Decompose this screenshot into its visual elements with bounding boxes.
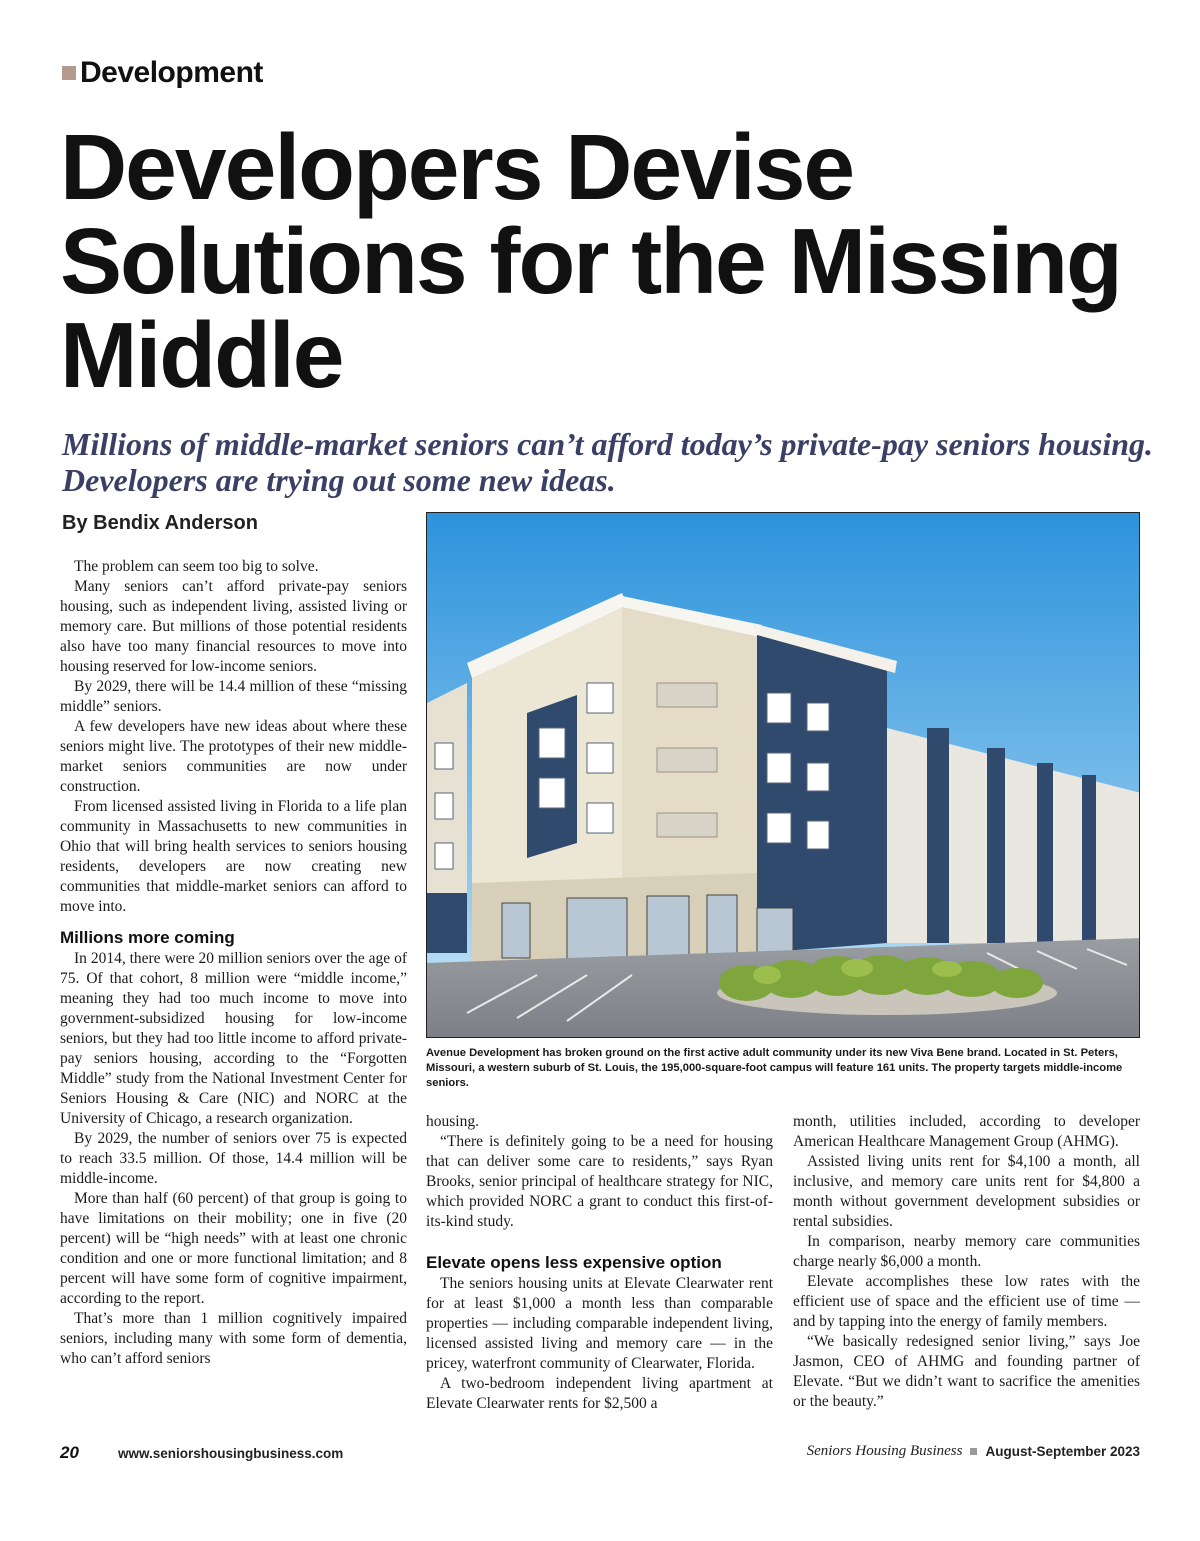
paragraph: By 2029, the number of seniors over 75 is expected to reach 33.5 million. Of those, 14.4 million will be middle-income. <box>60 1130 407 1187</box>
section-square-icon <box>62 66 76 80</box>
article-deck: Millions of middle-market seniors can’t afford today’s private-pay seniors housing. Developers are trying out some new ideas. <box>62 426 1153 498</box>
paragraph: By 2029, there will be 14.4 million of these “missing middle” seniors. <box>60 678 407 715</box>
paragraph: The seniors housing units at Elevate Clearwater rent for at least $1,000 a month less than comparable properties — including comparable independent living, licensed assisted living and memory care — in the pricey, waterfront community of Clearwater, Florida. <box>426 1275 773 1372</box>
footer-publication <box>807 1443 1140 1460</box>
subheading-millions-more-coming: Millions more coming <box>60 928 235 947</box>
paragraph: From licensed assisted living in Florida to a life plan community in Massachusetts to new communities in Ohio that will bring health services to seniors housing residents, developers are now creating new communities that middle-market seniors can afford to move into. <box>60 798 407 915</box>
separator-square-icon <box>970 1448 977 1455</box>
paragraph: That’s more than 1 million cognitively impaired seniors, including many with some form of dementia, who can’t afford seniors <box>60 1310 407 1367</box>
article-column-1 <box>60 557 407 1369</box>
paragraph: The problem can seem too big to solve. <box>74 558 319 575</box>
page-number: 20 <box>60 1443 79 1462</box>
magazine-name: Seniors Housing Business <box>806 1443 963 1459</box>
paragraph: Many seniors can’t afford private-pay seniors housing, such as independent living, assisted living or memory care. But millions of those potential residents also have too many financial resources to move into housing reserved for low-income seniors. <box>60 578 407 675</box>
paragraph: More than half (60 percent) of that group is going to have limitations on their mobility; one in five (20 percent) will be “high needs” with at least one chronic condition and one or more functional limitation; and 8 percent will have some form of cognitive impairment, according to the report. <box>60 1190 407 1307</box>
article-headline: Developers Devise Solutions for the Missing Middle <box>60 115 1121 407</box>
building-rendering-photo <box>426 512 1140 1038</box>
section-title: Development <box>80 56 263 89</box>
paragraph: A two-bedroom independent living apartment at Elevate Clearwater rents for $2,500 a <box>426 1375 773 1412</box>
article-column-3 <box>793 1112 1140 1412</box>
photo-caption: Avenue Development has broken ground on the first active adult community under its new Viva Bene brand. Located in St. Peters, Missouri, a western suburb of St. Louis, the 195,000-square-foot campus will feature 161 units. The property targets middle-income seniors. <box>426 1047 1123 1089</box>
paragraph: housing. <box>426 1113 479 1130</box>
paragraph: A few developers have new ideas about where these seniors might live. The prototypes of their new middle-market seniors communities are now under construction. <box>60 718 407 795</box>
footer-website-link[interactable]: www.seniorshousingbusiness.com <box>118 1446 344 1461</box>
building-illustration <box>427 513 1140 1038</box>
paragraph: “We basically redesigned senior living,” says Joe Jasmon, CEO of AHMG and founding partner of Elevate. “But we didn’t want to sacrifice the amenities or the beauty.” <box>793 1333 1140 1410</box>
article-column-2 <box>426 1112 773 1414</box>
paragraph: Assisted living units rent for $4,100 a month, all inclusive, and memory care units rent for $4,800 a month without government development subsidies or rental subsidies. <box>793 1153 1140 1230</box>
issue-date: August-September 2023 <box>985 1444 1140 1459</box>
subheading-elevate-opens: Elevate opens less expensive option <box>426 1253 722 1272</box>
byline: By Bendix Anderson <box>62 512 258 534</box>
paragraph: month, utilities included, according to developer American Healthcare Management Group (AHMG). <box>793 1113 1140 1150</box>
paragraph: “There is definitely going to be a need for housing that can deliver some care to residents,” says Ryan Brooks, senior principal of healthcare strategy for NIC, which provided NORC a grant to conduct this first-of-its-kind study. <box>426 1133 773 1230</box>
paragraph: In 2014, there were 20 million seniors over the age of 75. Of that cohort, 8 million were “middle income,” meaning they had too much income to move into government-subsidized housing for low-income seniors, but they had too little income to afford private-pay seniors housing, according to the “Forgotten Middle” study from the National Investment Center for Seniors Housing & Care (NIC) and NORC at the University of Chicago, a research organization. <box>60 950 407 1127</box>
paragraph: In comparison, nearby memory care communities charge nearly $6,000 a month. <box>793 1233 1140 1270</box>
section-label <box>62 56 263 90</box>
paragraph: Elevate accomplishes these low rates with the efficient use of space and the efficient use of time — and by tapping into the energy of family members. <box>793 1273 1140 1330</box>
